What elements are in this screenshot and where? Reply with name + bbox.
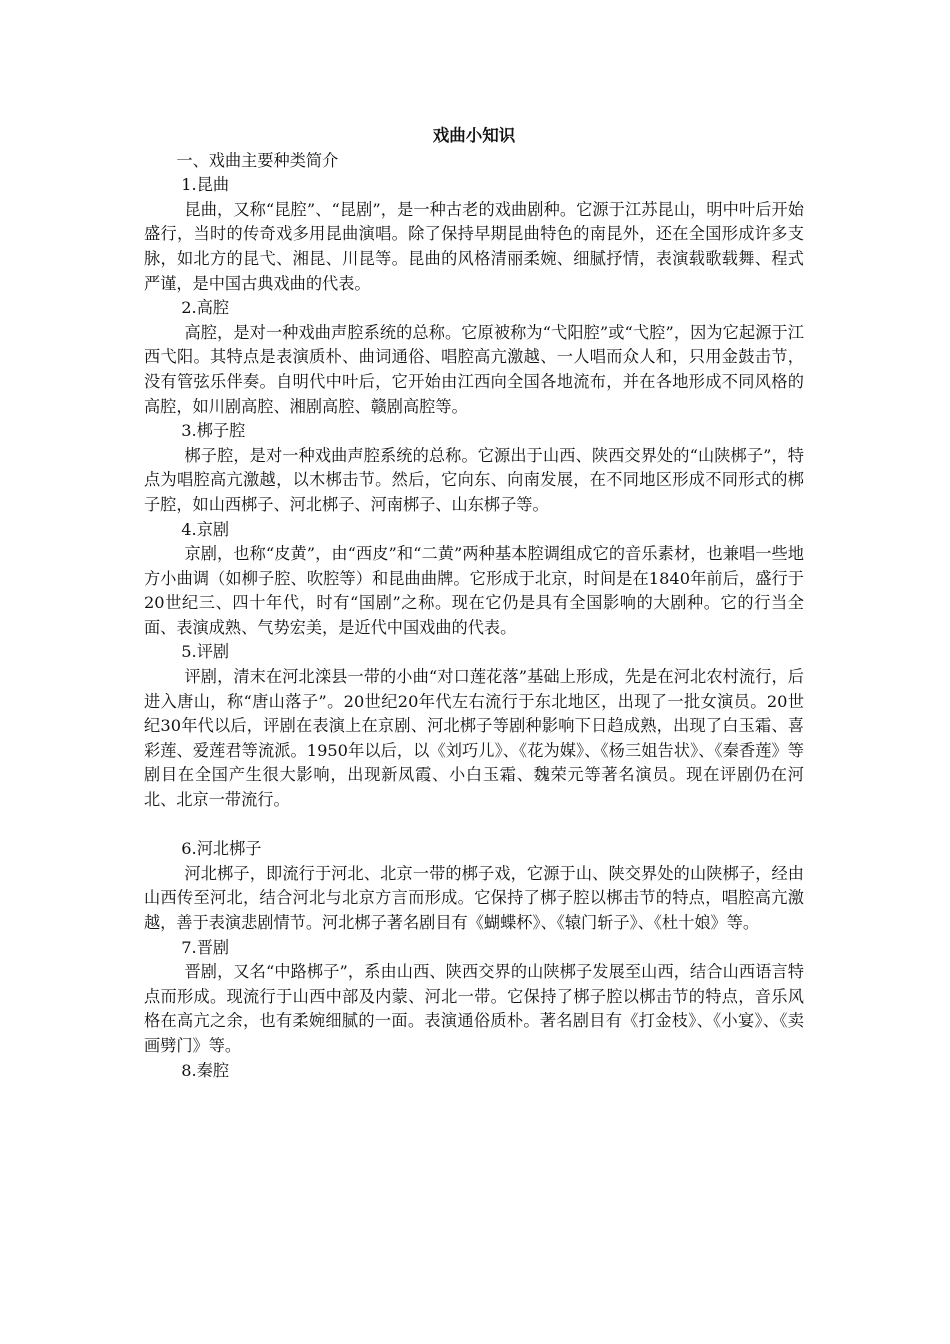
item-heading-qinqiang: 8.秦腔 (181, 1060, 230, 1080)
item-heading-bangziqiang: 3.梆子腔 (181, 421, 246, 441)
item-text-pingju: 评剧，清末在河北滦县一带的小曲“对口莲花落”基础上形成，先是在河北农村流行，后进入唐山，称“唐山落子”。20世纪20年代左右流行于东北地区，出现了一批女演员。20世纪30年代以后，评剧在表演上在京剧、河北梆子等剧种影响下日趋成熟，出现了白玉霜、喜彩莲、爱莲君等流派。1950年以后，以《刘巧儿》、《花为媒》、《杨三姐告状》、《秦香莲》等剧目在全国产生很大影响，出现新凤霞、小白玉霜、魏荣元等著名演员。现在评剧仍在河北、北京一带流行。 (144, 667, 804, 810)
document-title: 戏曲小知识 (432, 126, 516, 145)
item-text-bangziqiang: 梆子腔，是对一种戏曲声腔系统的总称。它源出于山西、陕西交界处的“山陕梆子”，特点为唱腔高亢激越，以木梆击节。然后，它向东、向南发展，在不同地区形成不同形式的梆子腔，如山西梆子、河北梆子、河南梆子、山东梆子等。 (144, 445, 804, 514)
item-heading-kunqu: 1.昆曲 (181, 175, 230, 195)
item-heading-jinju: 7.晋剧 (181, 937, 230, 957)
item-heading-jingju: 4.京剧 (181, 519, 230, 539)
item-heading-gaoqiang: 2.高腔 (181, 298, 230, 318)
item-text-kunqu: 昆曲，又称“昆腔”、“昆剧”，是一种古老的戏曲剧种。它源于江苏昆山，明中叶后开始盛行，当时的传奇戏多用昆曲演唱。除了保持早期昆曲特色的南昆外，还在全国形成许多支脉，如北方的昆弋、湘昆、川昆等。昆曲的风格清丽柔婉、细腻抒情，表演载歌载舞、程式严谨，是中国古典戏曲的代表。 (144, 199, 804, 293)
item-text-jinju: 晋剧，又名“中路梆子”，系由山西、陕西交界的山陕梆子发展至山西，结合山西语言特点而形成。现流行于山西中部及内蒙、河北一带。它保持了梆子腔以梆击节的特点，音乐风格在高亢之余，也有柔婉细腻的一面。表演通俗质朴。著名剧目有《打金枝》、《小宴》、《卖画劈门》等。 (144, 962, 804, 1055)
item-heading-hebei-bangzi: 6.河北梆子 (181, 839, 262, 859)
section-heading: 一、戏曲主要种类简介 (176, 150, 339, 170)
document-body (144, 124, 804, 1083)
blank-line (144, 813, 804, 838)
item-text-gaoqiang: 高腔，是对一种戏曲声腔系统的总称。它原被称为“弋阳腔”或“弋腔”，因为它起源于江西弋阳。其特点是表演质朴、曲词通俗、唱腔高亢激越、一人唱而众人和，只用金鼓击节，没有管弦乐伴奏。自明代中叶后，它开始由江西向全国各地流布，并在各地形成不同风格的高腔，如川剧高腔、湘剧高腔、赣剧高腔等。 (144, 322, 804, 416)
item-heading-pingju: 5.评剧 (181, 642, 230, 662)
item-text-jingju: 京剧，也称“皮黄”，由“西皮”和“二黄”两种基本腔调组成它的音乐素材，也兼唱一些地方小曲调（如柳子腔、吹腔等）和昆曲曲牌。它形成于北京，时间是在1840年前后，盛行于20世纪三、四十年代，时有“国剧”之称。现在它仍是具有全国影响的大剧种。它的行当全面、表演成熟、气势宏美，是近代中国戏曲的代表。 (144, 544, 804, 637)
item-text-hebei-bangzi: 河北梆子，即流行于河北、北京一带的梆子戏，它源于山、陕交界处的山陕梆子，经由山西传至河北，结合河北与北京方言而形成。它保持了梆子腔以梆击节的特点，唱腔高亢激越，善于表演悲剧情节。河北梆子著名剧目有《蝴蝶杯》、《辕门斩子》、《杜十娘》等。 (144, 863, 804, 932)
